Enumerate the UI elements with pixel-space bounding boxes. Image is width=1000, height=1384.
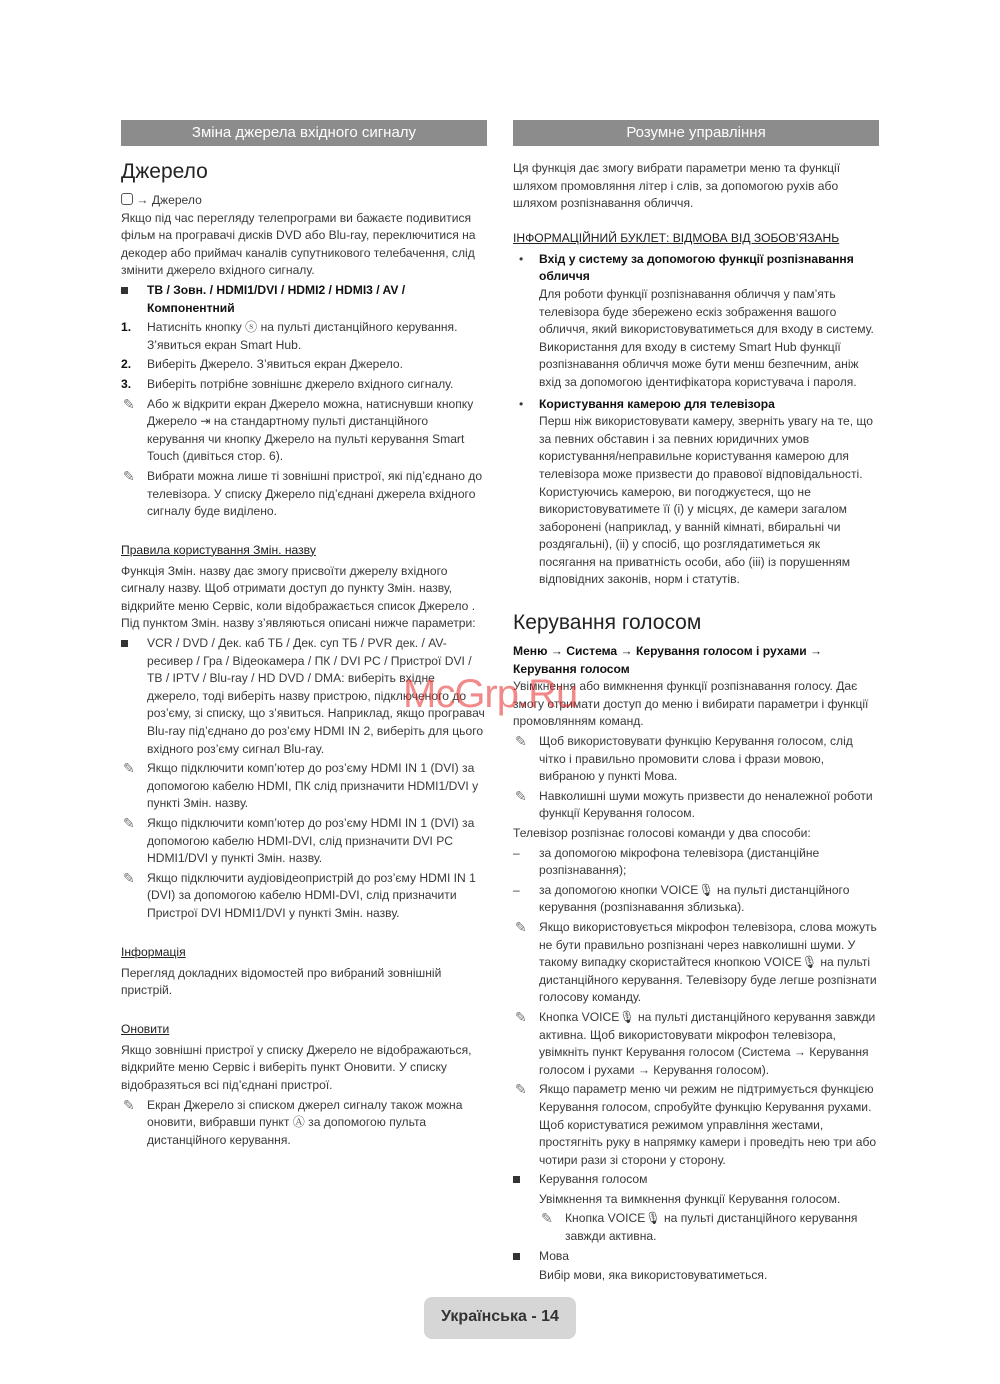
- note-2: ✎ Вибрати можна лише ті зовнішні пристрої, які під’єднано до телевізора. У списку Джерело під’єднані джерела вхідного сигналу буде виділено.: [123, 467, 483, 519]
- step-1: 1. Натисніть кнопку ⓢ на пульті дистанційного керування. З’явиться екран Smart Hub.: [121, 320, 458, 352]
- voice-ways: Телевізор розпізнає голосові команди у два способи:: [513, 826, 811, 840]
- note-1: ✎ Або ж відкрити екран Джерело можна, натиснувши кнопку Джерело ⇥ на стандартному пульті дистанційного керування чи кнопку Джерело на пульті керування Smart Touch (дивіться стор. 6).: [123, 395, 474, 464]
- voice-note-4: ✎ Кнопка VOICE🎙 на пульті дистанційного керування завжди активна. Щоб використовувати мікрофон телевізора, увімкніть пункт Керування голосом (Система → Керування голосом і рухами → Керування голосом).: [515, 1008, 876, 1077]
- step-2: 2. Виберіть Джерело. З’явиться екран Джерело.: [121, 357, 404, 372]
- refresh-note: ✎ Екран Джерело зі списком джерел сигналу також можна оновити, вибравши пункт Ⓐ за допомогою пульта дистанційного керування.: [123, 1096, 463, 1147]
- sources-list: ТВ / Зовн. / HDMI1/DVI / HDMI2 / HDMI3 / AV / Компонентний: [121, 282, 487, 317]
- voice-intro: Увімкнення або вимкнення функції розпізнавання голосу. Дає змогу отримати доступ до меню і вибирати параметри і функції промовлянням команд.: [513, 679, 869, 729]
- voice-note-2: ✎ Навколишні шуми можуть призвести до неналежної роботи функції Керування голосом.: [515, 787, 873, 821]
- face-login-text-1: Для роботи функції розпізнавання обличчя у пам’ять телевізора буде збережено ескіз зображення вашого обличчя, який використовуватиметься для входу в систему.: [539, 286, 874, 337]
- section-title-source: Зміна джерела вхідного сигналу: [121, 120, 487, 146]
- menu-item-voice-control: Керування голосом: [513, 1171, 879, 1189]
- bullet-face-login: • Вхід у систему за допомогою функції розпізнавання обличчя: [519, 251, 854, 284]
- rename-note-1: ✎ Якщо підключити комп’ютер до роз’єму HDMI IN 1 (DVI) за допомогою кабелю HDMI, ПК слід призначити HDMI1/DVI у пункті Змін. назву.: [123, 760, 479, 811]
- language-text: Вибір мови, яка використовуватиметься.: [539, 1268, 768, 1283]
- note-pencil-icon: ✎: [123, 395, 135, 412]
- rename-note-2: ✎ Якщо підключити комп’ютер до роз’єму HDMI IN 1 (DVI) за допомогою кабелю HDMI-DVI, слід призначити DVI PC HDMI1/DVI у пункті Змін. назву.: [123, 815, 475, 866]
- face-login-text-2: Використання для входу в систему Smart Hub функції розпізнавання обличчя може бути менш безпечним, аніж вхід за допомогою ідентифікатора користувача і пароля.: [539, 339, 859, 389]
- smart-hub-icon: [121, 193, 133, 205]
- voice-note-5: ✎ Якщо параметр меню чи режим не підтримується функцією Керування голосом, спробуйте функцію Керування рухами. Щоб користуватися режимом управління жестами, простягніть руку в напрямку камери і проведіть нею три або чотири рази зі сторони у сторону.: [515, 1081, 877, 1167]
- voice-control-note: ✎ Кнопка VOICE🎙 на пульті дистанційного керування завжди активна.: [541, 1210, 858, 1244]
- voice-path: Меню → Система → Керування голосом і рухами → Керування голосом: [513, 644, 823, 676]
- rename-intro: Функція Змін. назву дає змогу присвоїти джерелу вхідного сигналу назву. Щоб отримати доступ до пункту Змін. назву, відкрийте меню Сервіс, коли відображається список Джерело . Під пунктом Змін. назву з’являються описані нижче параметри:: [121, 563, 476, 631]
- heading-source: Джерело: [121, 160, 208, 183]
- voice-note-3: ✎ Якщо використовується мікрофон телевізора, слова можуть не бути правильно розпізнані через навколишні шуми. У такому випадку скористайтеся кнопкою VOICE🎙 на пульті дистанційного керування. Телевізору буде легше розпізнати голосову команду.: [515, 918, 877, 1005]
- heading-voice-control: Керування голосом: [513, 611, 702, 635]
- menu-item-language: Мова: [513, 1248, 879, 1266]
- note-pencil-icon: ✎: [515, 918, 527, 935]
- section-title-smart-control: Розумне управління: [513, 120, 879, 146]
- note-pencil-icon: ✎: [123, 760, 135, 777]
- rename-item: VCR / DVD / Дек. каб ТБ / Дек. суп ТБ / PVR дек. / AV-ресивер / Гра / Відеокамера / ПК / DVI PC / Пристрої DVI / ТВ / IPTV / Blu-ray / HD DVD / DMA: виберіть вхідне джерело, тоді виберіть назву пристрою, підключеного до роз’єму, зі списку, що з’явиться. Наприклад, якщо програвач Blu-ray під’єднано до роз’єму HDMI IN 2, виберіть для цього вхідного роз’єму сигнал Blu-ray.: [121, 635, 487, 758]
- note-pencil-icon: ✎: [515, 733, 527, 750]
- note-pencil-icon: ✎: [123, 1096, 135, 1113]
- note-pencil-icon: ✎: [515, 1008, 527, 1025]
- note-pencil-icon: ✎: [123, 467, 135, 484]
- page-footer: Українська - 14: [424, 1297, 576, 1339]
- dash-item-1: – за допомогою мікрофона телевізора (дистанційне розпізнавання);: [513, 845, 820, 878]
- rename-note-3: ✎ Якщо підключити аудіовідеопристрій до роз’єму HDMI IN 1 (DVI) за допомогою кабелю HDMI-DVI, слід призначити Пристрої DVI HDMI1/DVI у пункті Змін. назву.: [123, 869, 476, 920]
- note-pencil-icon: ✎: [515, 1081, 527, 1098]
- watermark: McGrp.Ru: [403, 672, 578, 716]
- camera-text: Перш ніж використовувати камеру, зверніть увагу на те, що за певних обставин і за певних юридичних умов користування/неправильне користування камерою для телевізора може призвести до правової відповідальності. Користуючись камерою, ви погоджуєтеся, що не використовуватимете її (i) у місцях, де камери загалом заборонені (наприклад, у ванній кімнаті, вбиральні чи роздягальні), (ii) у спосіб, що розглядатиметься як посягання на приватність особи, або (iii) із порушенням відповідних законів, норм і статутів.: [539, 414, 873, 587]
- left-column: [121, 120, 487, 1151]
- note-pencil-icon: ✎: [515, 787, 527, 804]
- voice-control-text: Увімкнення та вимкнення функції Керування голосом.: [539, 1191, 841, 1206]
- dash-item-2: – за допомогою кнопки VOICE🎙 на пульті дистанційного керування (розпізнавання зблизька).: [513, 882, 850, 915]
- step-3: 3. Виберіть потрібне зовнішнє джерело вхідного сигналу.: [121, 376, 454, 391]
- note-pencil-icon: ✎: [541, 1210, 553, 1227]
- voice-note-1: ✎ Щоб використовувати функцію Керування голосом, слід чітко і правильно промовити слова і фрази мовою, вибраною у пункті Мова.: [515, 733, 853, 784]
- smart-intro: Ця функція дає змогу вибрати параметри меню та функції шляхом промовляння літер і слів, за допомогою рухів або шляхом розпізнавання обличчя.: [513, 161, 841, 211]
- disclaimer-title: ІНФОРМАЦІЙНИЙ БУКЛЕТ: ВІДМОВА ВІД ЗОБОВ’ЯЗАНЬ: [513, 230, 840, 245]
- refresh-text: Якщо зовнішні пристрої у списку Джерело не відображаються, відкрийте меню Сервіс і виберіть пункт Оновити. У списку відобразяться всі під’єднані пристрої.: [121, 1042, 472, 1092]
- intro-text: Якщо під час перегляду телепрограми ви бажаєте подивитися фільм на програвачі дисків DVD або Blu-ray, переключитися на декодер або приймач каналів супутникового телебачення, слід змінити джерело вхідного сигналу.: [121, 210, 476, 278]
- info-title: Інформація: [121, 944, 186, 959]
- bullet-camera: • Користування камерою для телевізора: [519, 396, 775, 411]
- refresh-title: Оновити: [121, 1021, 170, 1036]
- info-text: Перегляд докладних відомостей про вибраний зовнішній пристрій.: [121, 965, 442, 998]
- note-pencil-icon: ✎: [123, 815, 135, 831]
- menu-path: → Джерело: [121, 192, 487, 210]
- rename-title: Правила користування Змін. назву: [121, 542, 316, 557]
- note-pencil-icon: ✎: [123, 869, 135, 886]
